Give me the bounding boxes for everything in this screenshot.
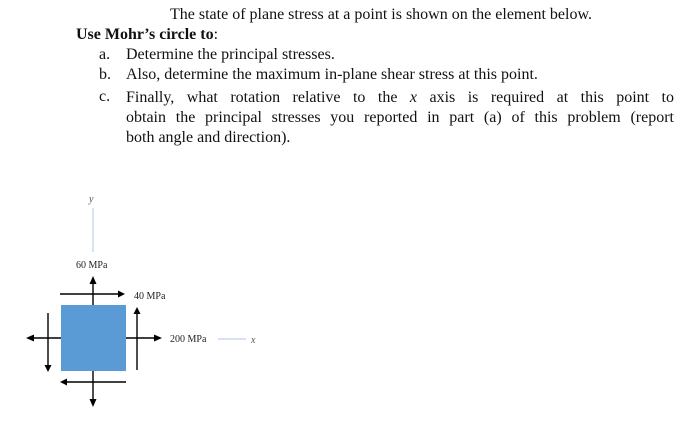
item-text: Also, determine the maximum in-plane shear stress at this point. — [126, 66, 538, 83]
problem-heading — [76, 26, 218, 44]
right-arrowhead-icon — [154, 335, 162, 342]
left-arrowhead-icon — [26, 335, 34, 342]
right-shear-arrowhead-icon — [134, 307, 141, 314]
y-axis-label: y — [89, 194, 94, 205]
x-axis-label: x — [251, 335, 256, 346]
shear-stress-label: 40 MPa — [134, 291, 166, 302]
bottom-shear-arrowhead-icon — [60, 379, 67, 386]
bottom-arrowhead-icon — [90, 399, 97, 407]
problem-intro: The state of plane stress at a point is shown on the element below. — [170, 6, 592, 23]
top-shear-arrowhead-icon — [118, 291, 125, 298]
item-line-1-part-b: axis is required at this point to — [417, 89, 675, 106]
left-shear-arrowhead-icon — [45, 365, 52, 372]
normal-stress-y-label: 60 MPa — [76, 260, 108, 271]
item-marker: c. — [99, 88, 111, 105]
item-marker: b. — [99, 66, 111, 83]
item-line-1 — [126, 88, 674, 108]
item-marker: a. — [99, 46, 111, 63]
heading-colon: : — [213, 26, 219, 43]
stress-element — [61, 305, 126, 371]
item-line-2: obtain the principal stresses you reported in part (a) of this problem (report — [126, 109, 674, 126]
normal-stress-x-label: 200 MPa — [170, 334, 207, 345]
item-line-3: both angle and direction). — [126, 129, 291, 146]
top-arrowhead-icon — [90, 276, 97, 284]
item-text — [126, 88, 674, 148]
item-line-1-part-a: Finally, what rotation relative to the — [126, 89, 410, 106]
heading-bold-text: Use Mohr’s circle to — [76, 26, 214, 43]
item-line-1-italic-x: x — [409, 89, 418, 106]
item-text: Determine the principal stresses. — [126, 46, 335, 63]
stress-element-diagram — [0, 180, 700, 422]
